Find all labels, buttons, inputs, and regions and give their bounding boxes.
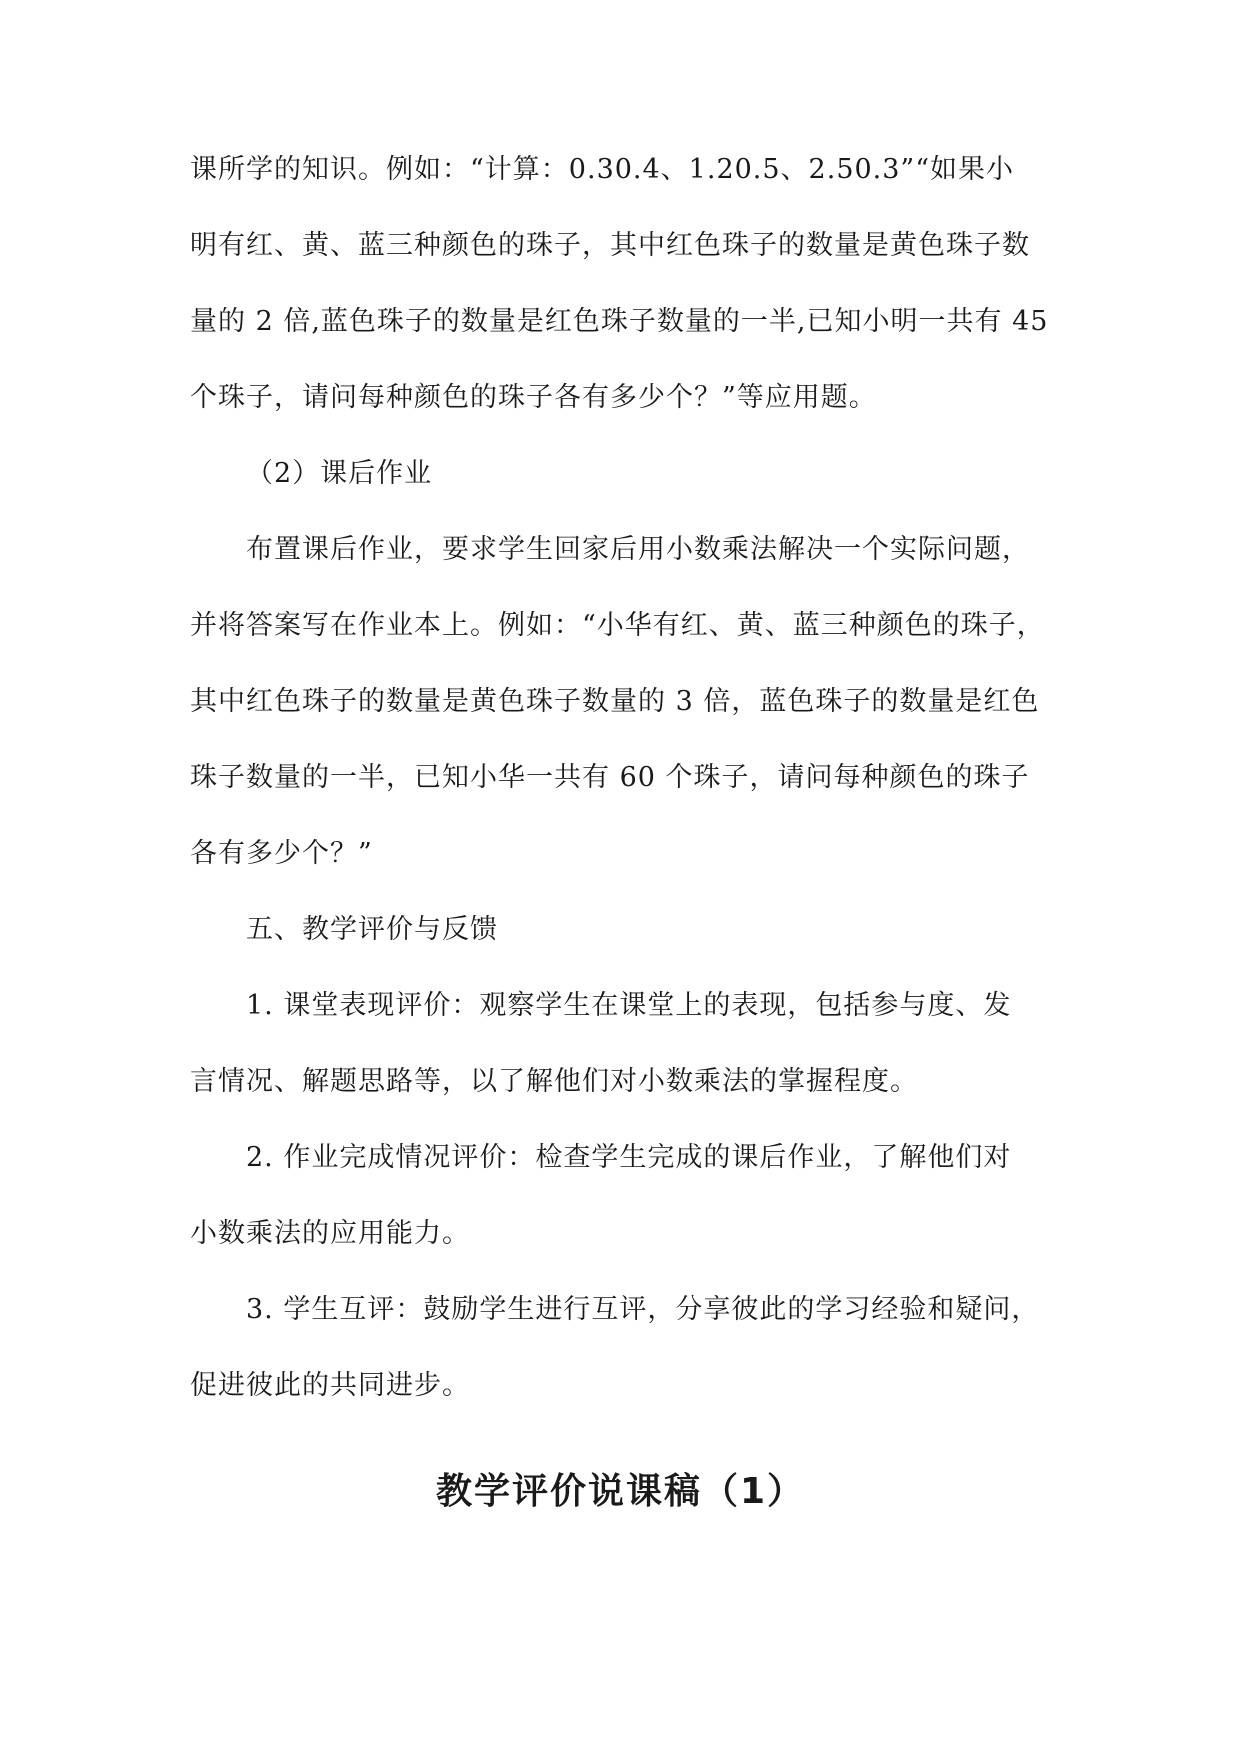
text-line: 并将答案写在作业本上。例如：“小华有红、黄、蓝三种颜色的珠子，	[190, 610, 1045, 641]
subheading-homework: （2）课后作业	[246, 458, 433, 489]
list-item: 1. 课堂表现评价：观察学生在课堂上的表现，包括参与度、发	[246, 990, 1012, 1021]
text-line: 其中红色珠子的数量是黄色珠子数量的 3 倍，蓝色珠子的数量是红色	[190, 686, 1040, 717]
text-line: 珠子数量的一半，已知小华一共有 60 个珠子，请问每种颜色的珠子	[190, 762, 1030, 793]
document-title: 教学评价说课稿（1）	[435, 1471, 806, 1512]
text-line: 个珠子，请问每种颜色的珠子各有多少个？”等应用题。	[190, 382, 877, 413]
text-line: 课所学的知识。例如：“计算：0.30.4、1.20.5、2.50.3”“如果小	[190, 154, 1015, 185]
text-line: 明有红、黄、蓝三种颜色的珠子，其中红色珠子的数量是黄色珠子数	[190, 230, 1030, 261]
section-heading-evaluation: 五、教学评价与反馈	[246, 914, 498, 945]
text-line: 各有多少个？”	[190, 838, 373, 869]
text-line: 言情况、解题思路等，以了解他们对小数乘法的掌握程度。	[190, 1066, 918, 1097]
list-item: 2. 作业完成情况评价：检查学生完成的课后作业，了解他们对	[246, 1142, 1012, 1173]
text-line: 小数乘法的应用能力。	[190, 1218, 470, 1249]
list-item: 3. 学生互评：鼓励学生进行互评，分享彼此的学习经验和疑问，	[246, 1294, 1040, 1325]
text-line: 促进彼此的共同进步。	[190, 1370, 470, 1401]
text-line: 布置课后作业，要求学生回家后用小数乘法解决一个实际问题，	[246, 534, 1030, 565]
text-line: 量的 2 倍,蓝色珠子的数量是红色珠子数量的一半,已知小明一共有 45	[190, 306, 1049, 337]
